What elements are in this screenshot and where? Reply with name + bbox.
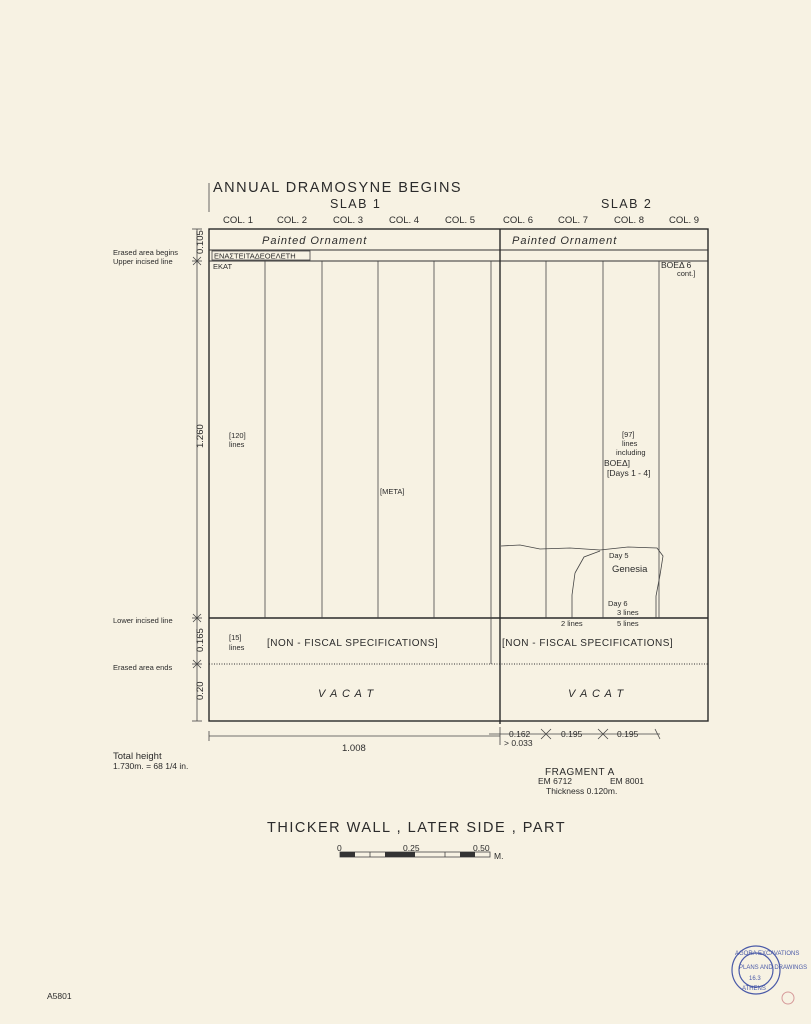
five-lines-label: 5 lines [617, 619, 639, 628]
days-1-4-label: [Days 1 - 4] [607, 468, 651, 478]
cont-text: cont.] [677, 269, 696, 278]
column-headers [223, 215, 699, 226]
two-lines-label: 2 lines [561, 619, 583, 628]
erased-ends-label: Erased area ends [113, 663, 173, 672]
stamp-line3: ATHENS [742, 986, 766, 992]
lines120-label-2: lines [229, 440, 245, 449]
nonfiscal-slab1: [NON - FISCAL SPECIFICATIONS] [267, 638, 439, 649]
upper-line-label: Upper incised line [113, 257, 173, 266]
scale-050: 0.50 [473, 843, 490, 853]
dim-0162: 0.162 [509, 729, 531, 739]
dim-0195-b: 0.195 [617, 729, 639, 739]
col-header: COL. 5 [445, 215, 476, 226]
lines15-label-2: lines [229, 643, 245, 652]
scale-0: 0 [337, 843, 342, 853]
slab2-label: SLAB 2 [601, 197, 653, 211]
lines97-label-2: lines [622, 439, 638, 448]
erased-begins-label: Erased area begins [113, 248, 179, 257]
vacat-slab1: V A C A T [318, 688, 375, 700]
genesia-fragment-outline [501, 545, 663, 618]
stamp-number: 16.3 [749, 976, 761, 982]
col-header: COL. 7 [558, 215, 589, 226]
fragment-em1: EM 6712 [538, 776, 573, 786]
lines120-label: [120] [229, 431, 246, 440]
catalog-number: A5801 [47, 991, 72, 1001]
day6-label: Day 6 [608, 599, 628, 608]
col-header: COL. 6 [503, 215, 534, 226]
col-header: COL. 9 [669, 215, 700, 226]
dim-0195-a: 0.195 [561, 729, 583, 739]
agora-excavations-stamp [732, 946, 807, 1004]
horizontal-dimension-line [209, 727, 660, 745]
day6-lines-label: 3 lines [617, 608, 639, 617]
dim-0105: 0.105 [195, 230, 206, 254]
dim-0165: 0.165 [195, 628, 206, 652]
erat-text: ΕΚΑΤ [213, 262, 233, 271]
dim-1260: 1.260 [195, 424, 206, 448]
col-header: COL. 2 [277, 215, 308, 226]
genesia-label: Genesia [612, 564, 648, 575]
col-header: COL. 8 [614, 215, 645, 226]
col-header: COL. 4 [389, 215, 420, 226]
col-header: COL. 3 [333, 215, 364, 226]
dim-1008: 1.008 [342, 743, 366, 754]
boed6-text: ΒΟΕΔ 6 [661, 260, 692, 270]
slab1-label: SLAB 1 [330, 197, 382, 211]
painted-ornament-slab2: Painted Ornament [512, 235, 618, 247]
nonfiscal-slab2: [NON - FISCAL SPECIFICATIONS] [502, 638, 674, 649]
vacat-slab2: V A C A T [568, 688, 625, 700]
fragment-title: FRAGMENT A [545, 767, 615, 778]
lines15-label: [15] [229, 633, 242, 642]
day5-label: Day 5 [609, 551, 629, 560]
small-red-mark [782, 992, 794, 1004]
drawing-caption: THICKER WALL , LATER SIDE , PART [267, 820, 567, 836]
col-header: COL. 1 [223, 215, 254, 226]
diagram-title: ANNUAL DRAMOSYNE BEGINS [213, 180, 463, 196]
fragment-thickness: Thickness 0.120m. [546, 786, 618, 796]
lines97-label: [97] [622, 430, 635, 439]
scale-025: 0.25 [403, 843, 420, 853]
dim-020: 0.20 [195, 681, 206, 700]
including-label: including [616, 448, 646, 457]
stamp-line1: AGORA EXCAVATIONS [735, 951, 800, 957]
dim-0033: > 0.033 [504, 738, 533, 748]
painted-ornament-slab1: Painted Ornament [262, 235, 368, 247]
total-height-label: Total height [113, 751, 162, 762]
boed-bracket-label: ΒΟΕΔ] [604, 458, 630, 468]
greek-line: ΕΝΑΣΤΕΙΤΑΔΕΟΕΛΕΤΗ [214, 251, 296, 261]
fragment-em2: EM 8001 [610, 776, 645, 786]
lower-line-label: Lower incised line [113, 616, 173, 625]
total-height-value: 1.730m. = 68 1/4 in. [113, 761, 189, 771]
scale-unit: M. [494, 851, 504, 861]
meta-label: [META] [380, 487, 405, 496]
stamp-line2: PLANS AND DRAWINGS [739, 965, 808, 971]
